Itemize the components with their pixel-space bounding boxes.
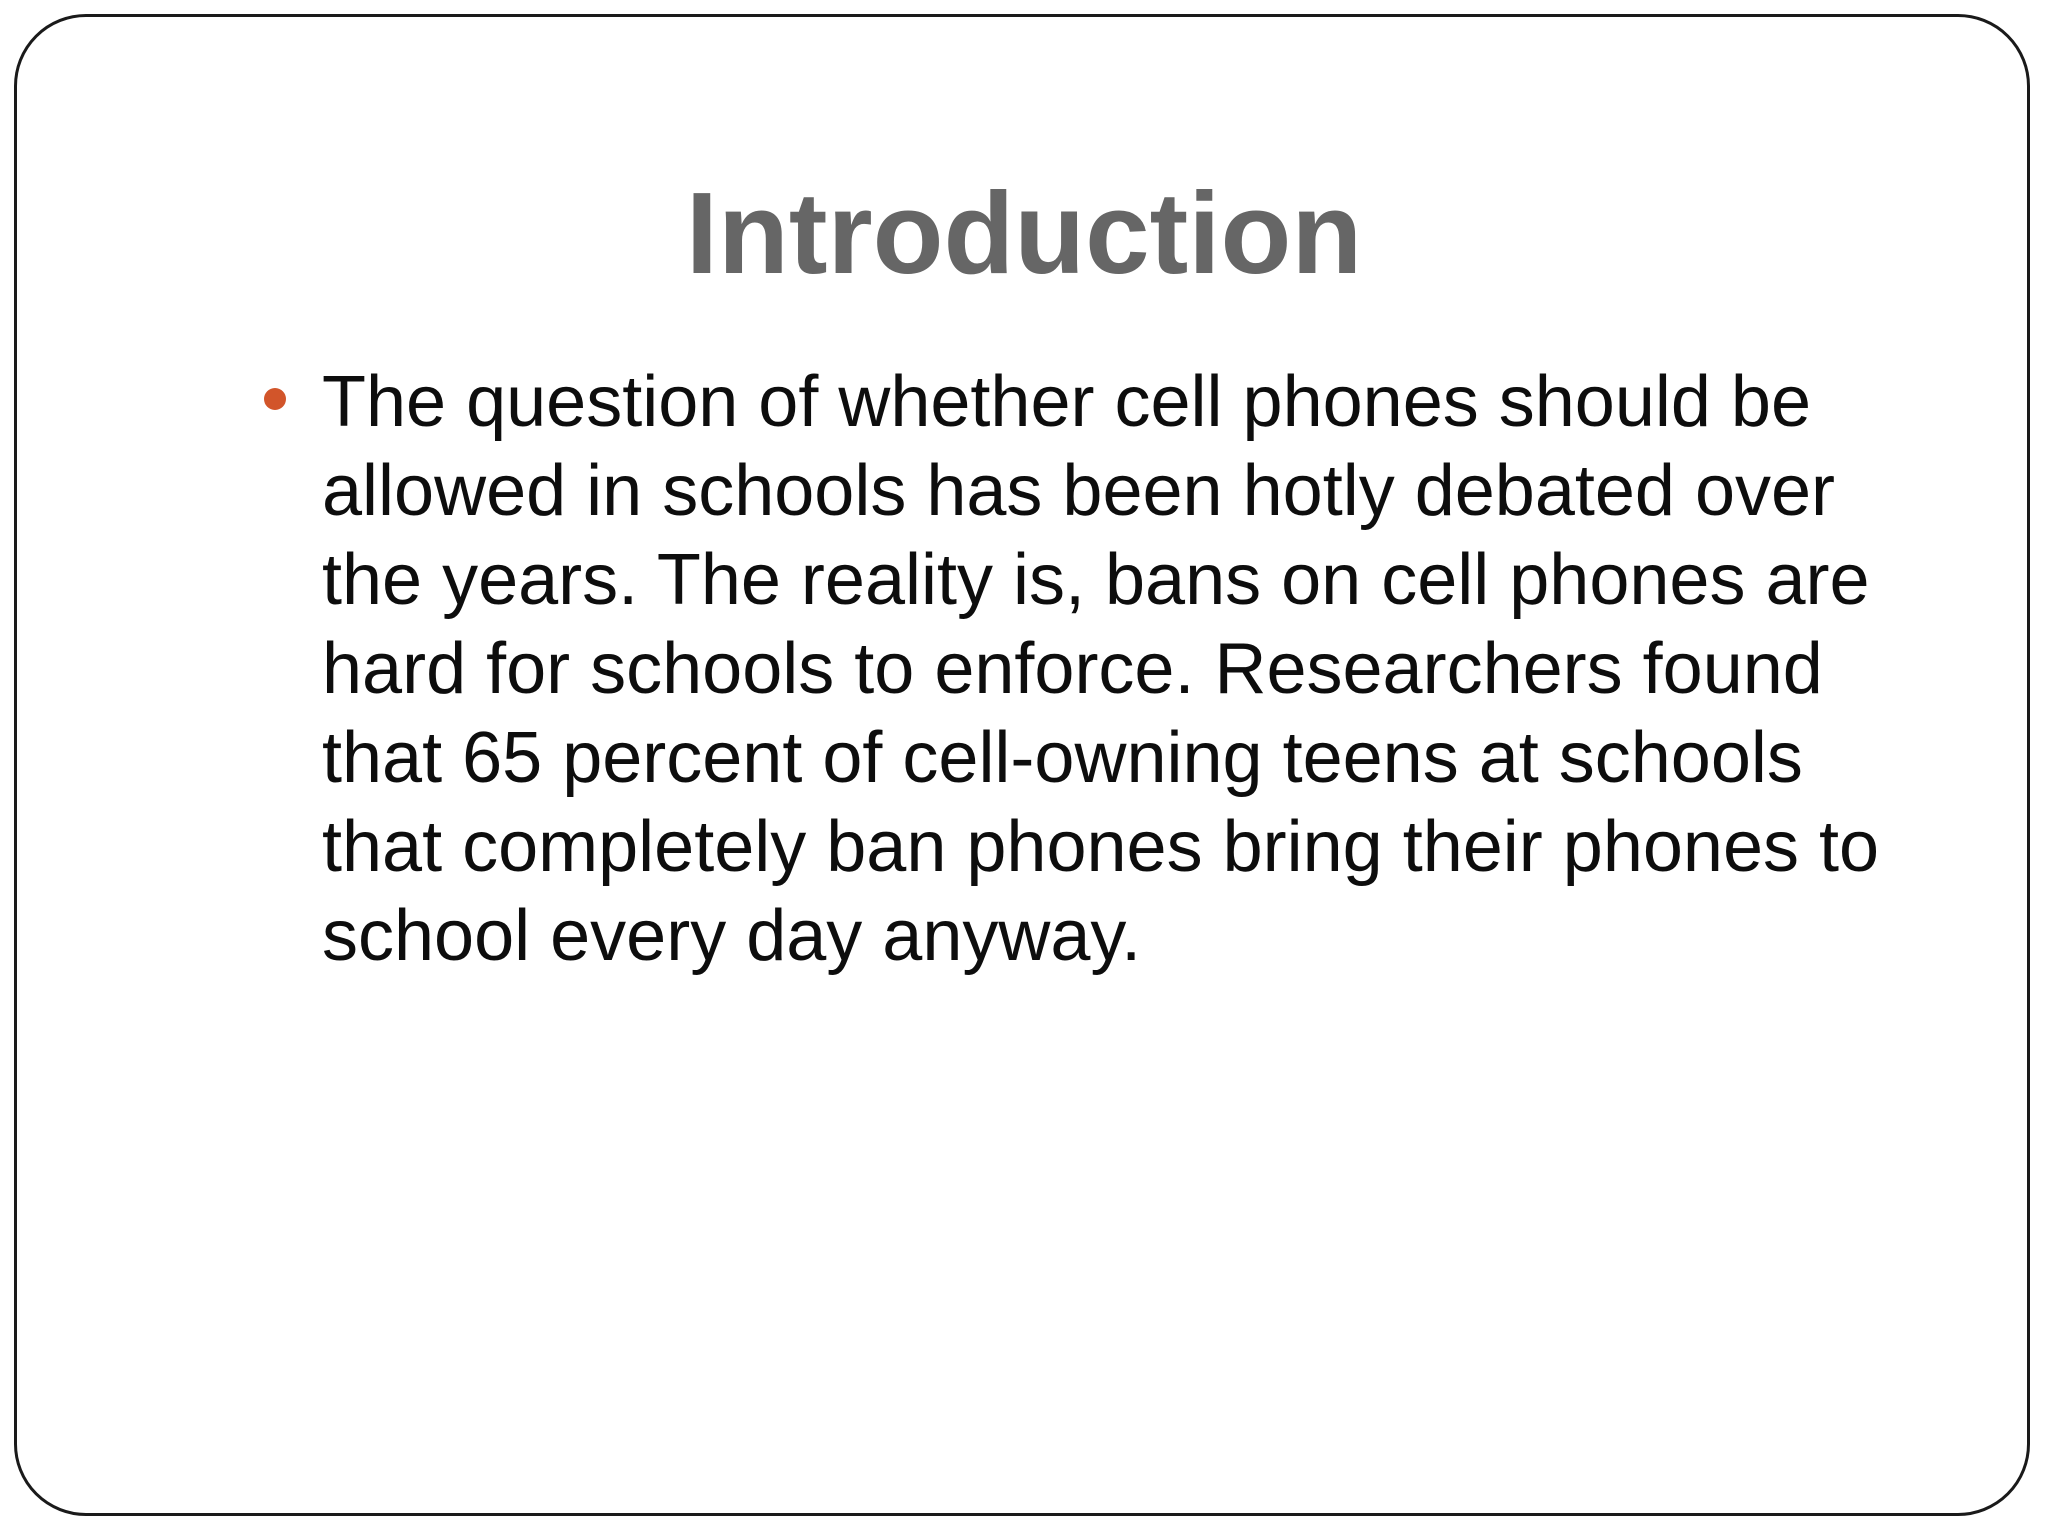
bullet-list (262, 358, 1942, 981)
slide-title: Introduction (685, 168, 1363, 298)
bullet-text: The question of whether cell phones should be allowed in schools has been hotly debated over the years. The reality is, bans on cell phones are hard for schools to enforce. Researchers found that 65 percent of cell-owning teens at schools that completely ban phones bring their phones to school every day anyway. (322, 362, 1880, 976)
bullet-item (262, 358, 1942, 981)
bullet-dot-icon (264, 388, 286, 410)
